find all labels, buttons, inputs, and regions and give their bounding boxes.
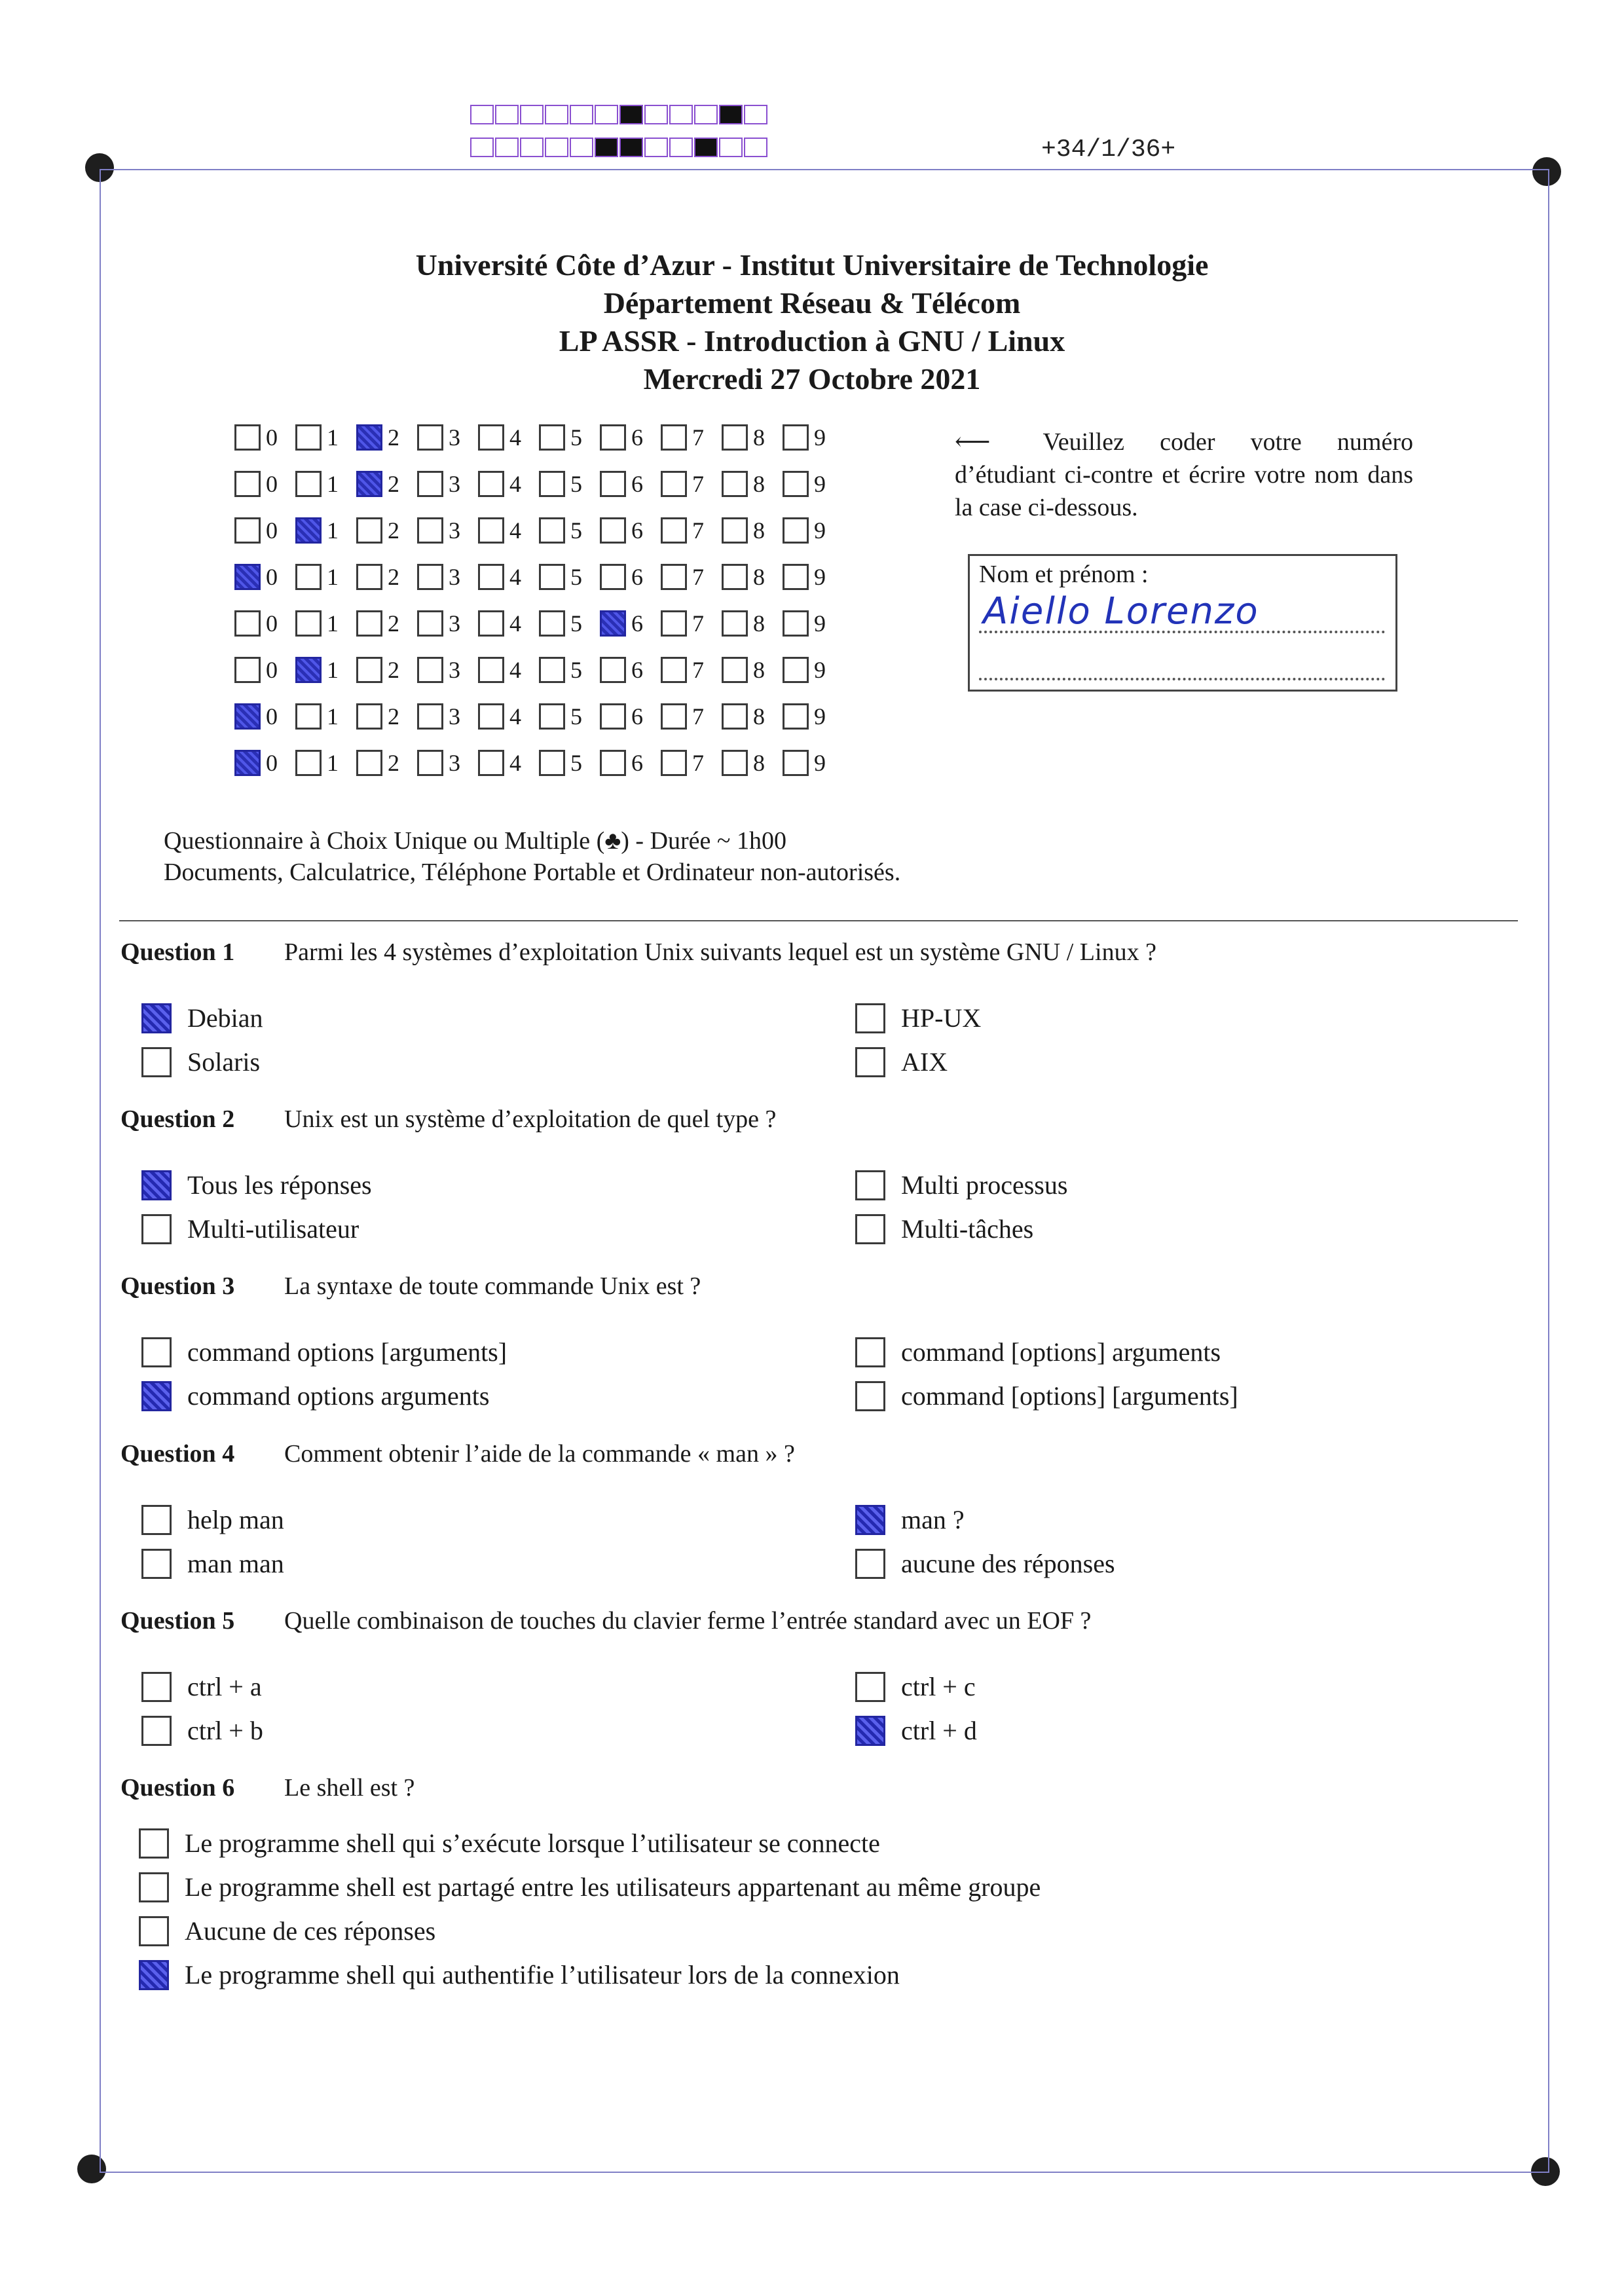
code-cell — [545, 138, 568, 157]
digit-checkbox[interactable] — [295, 517, 322, 544]
digit-checkbox[interactable] — [600, 750, 626, 776]
handwritten-name: Aiello Lorenzo — [983, 590, 1259, 633]
digit-label: 3 — [449, 750, 460, 776]
digit-label: 0 — [266, 703, 278, 730]
digit-label: 2 — [388, 703, 399, 730]
digit-checkbox[interactable] — [722, 610, 748, 637]
digit-label: 1 — [327, 517, 339, 544]
question-text: Parmi les 4 systèmes d’exploitation Unix suivants lequel est un système GNU / Linux ? — [284, 938, 1156, 966]
digit-label: 8 — [753, 657, 765, 683]
digit-checkbox[interactable] — [234, 750, 261, 776]
answer-checkbox[interactable] — [855, 1337, 885, 1367]
question-title — [120, 1605, 1091, 1637]
answer-checkbox[interactable] — [139, 1828, 169, 1859]
course-title: LP ASSR - Introduction à GNU / Linux — [559, 324, 1065, 358]
exam-rules: Documents, Calculatrice, Téléphone Portable et Ordinateur non-autorisés. — [164, 859, 901, 886]
answer-label: ctrl + a — [187, 1672, 262, 1701]
digit-checkbox[interactable] — [539, 610, 565, 637]
answer-label: ctrl + c — [901, 1672, 976, 1701]
digit-checkbox[interactable] — [234, 610, 261, 637]
exam-format: Questionnaire à Choix Unique ou Multiple (♣) - Durée ~ 1h00 — [164, 827, 786, 855]
question-text: Unix est un système d’exploitation de quel type ? — [284, 1105, 777, 1133]
code-cell — [520, 105, 544, 124]
digit-checkbox[interactable] — [478, 424, 504, 451]
code-cell — [570, 105, 593, 124]
answer-label: Tous les réponses — [187, 1170, 372, 1200]
digit-checkbox[interactable] — [661, 424, 687, 451]
digit-label: 6 — [631, 610, 643, 637]
answer-label: Solaris — [187, 1047, 261, 1077]
digit-label: 4 — [509, 424, 521, 451]
digit-label: 7 — [692, 610, 704, 637]
answer-checkbox[interactable] — [855, 1549, 885, 1579]
name-label: Nom et prénom : — [979, 561, 1149, 588]
code-cell — [719, 138, 743, 157]
digit-checkbox[interactable] — [478, 471, 504, 497]
code-cell — [644, 105, 668, 124]
digit-label: 1 — [327, 610, 339, 637]
digit-label: 0 — [266, 424, 278, 451]
digit-label: 1 — [327, 424, 339, 451]
department-title: Département Réseau & Télécom — [603, 286, 1021, 320]
answer-checkbox[interactable] — [855, 1214, 885, 1244]
digit-checkbox[interactable] — [600, 471, 626, 497]
digit-label: 6 — [631, 424, 643, 451]
question-number: Question 2 — [120, 1105, 235, 1133]
digit-checkbox[interactable] — [356, 564, 382, 590]
digit-label: 9 — [814, 750, 826, 776]
question-number: Question 3 — [120, 1272, 235, 1300]
answer-label: command [options] arguments — [901, 1337, 1221, 1367]
digit-checkbox[interactable] — [478, 610, 504, 637]
answer-checkbox[interactable] — [139, 1872, 169, 1902]
divider — [119, 920, 1518, 921]
digit-checkbox[interactable] — [417, 657, 443, 683]
question-title — [120, 1103, 776, 1135]
digit-label: 8 — [753, 471, 765, 497]
digit-checkbox[interactable] — [783, 657, 809, 683]
digit-label: 7 — [692, 703, 704, 730]
question-text: La syntaxe de toute commande Unix est ? — [284, 1272, 701, 1300]
code-cell — [719, 105, 743, 124]
digit-label: 2 — [388, 424, 399, 451]
digit-checkbox[interactable] — [356, 517, 382, 544]
digit-label: 2 — [388, 517, 399, 544]
digit-checkbox[interactable] — [600, 657, 626, 683]
digit-checkbox[interactable] — [295, 657, 322, 683]
digit-label: 1 — [327, 657, 339, 683]
digit-label: 7 — [692, 657, 704, 683]
digit-label: 0 — [266, 517, 278, 544]
digit-checkbox[interactable] — [722, 750, 748, 776]
digit-checkbox[interactable] — [722, 471, 748, 497]
answer-label: command options [arguments] — [187, 1337, 507, 1367]
answer-label: man man — [187, 1549, 284, 1578]
answer-checkbox[interactable] — [141, 1003, 172, 1033]
code-cell — [520, 138, 544, 157]
digit-checkbox[interactable] — [234, 657, 261, 683]
answer-checkbox[interactable] — [141, 1381, 172, 1411]
answer-label: help man — [187, 1505, 284, 1534]
digit-label: 2 — [388, 657, 399, 683]
digit-checkbox[interactable] — [417, 703, 443, 730]
digit-label: 9 — [814, 424, 826, 451]
digit-checkbox[interactable] — [722, 564, 748, 590]
digit-checkbox[interactable] — [600, 703, 626, 730]
digit-label: 1 — [327, 564, 339, 590]
answer-checkbox[interactable] — [141, 1505, 172, 1535]
digit-label: 9 — [814, 657, 826, 683]
question-text: Comment obtenir l’aide de la commande « man » ? — [284, 1440, 795, 1468]
digit-label: 6 — [631, 657, 643, 683]
answer-label: command [options] [arguments] — [901, 1381, 1238, 1411]
digit-checkbox[interactable] — [539, 517, 565, 544]
digit-checkbox[interactable] — [295, 703, 322, 730]
answer-checkbox[interactable] — [141, 1716, 172, 1746]
digit-label: 4 — [509, 471, 521, 497]
answer-checkbox[interactable] — [141, 1047, 172, 1077]
answer-label: Le programme shell qui authentifie l’utilisateur lors de la connexion — [185, 1960, 900, 1990]
digit-checkbox[interactable] — [234, 703, 261, 730]
digit-checkbox[interactable] — [783, 517, 809, 544]
digit-label: 5 — [570, 517, 582, 544]
digit-checkbox[interactable] — [722, 517, 748, 544]
answer-checkbox[interactable] — [141, 1672, 172, 1702]
digit-label: 6 — [631, 750, 643, 776]
code-cell — [619, 138, 643, 157]
answer-label: man ? — [901, 1505, 965, 1534]
code-cell — [470, 138, 494, 157]
digit-checkbox[interactable] — [539, 750, 565, 776]
code-cell — [694, 138, 718, 157]
sheet-id: +34/1/36+ — [1041, 136, 1176, 164]
digit-checkbox[interactable] — [783, 564, 809, 590]
digit-label: 4 — [509, 517, 521, 544]
digit-label: 0 — [266, 750, 278, 776]
instructions-text: Veuillez coder votre numéro d’étudiant ci-contre et écrire votre nom dans la case ci-dessous. — [955, 428, 1413, 521]
digit-label: 8 — [753, 517, 765, 544]
answer-label: HP-UX — [901, 1003, 982, 1033]
code-cell — [619, 105, 643, 124]
digit-checkbox[interactable] — [478, 517, 504, 544]
question-title — [120, 1772, 415, 1804]
answer-checkbox[interactable] — [855, 1170, 885, 1200]
digit-label: 3 — [449, 517, 460, 544]
digit-checkbox[interactable] — [600, 564, 626, 590]
digit-checkbox[interactable] — [661, 471, 687, 497]
digit-label: 3 — [449, 703, 460, 730]
answer-checkbox[interactable] — [855, 1505, 885, 1535]
code-cell — [495, 105, 519, 124]
digit-checkbox[interactable] — [234, 517, 261, 544]
digit-label: 5 — [570, 424, 582, 451]
digit-label: 6 — [631, 471, 643, 497]
digit-label: 8 — [753, 750, 765, 776]
digit-label: 9 — [814, 703, 826, 730]
digit-checkbox[interactable] — [478, 750, 504, 776]
question-text: Le shell est ? — [284, 1774, 415, 1802]
answer-checkbox[interactable] — [139, 1960, 169, 1990]
digit-label: 1 — [327, 703, 339, 730]
digit-checkbox[interactable] — [722, 657, 748, 683]
answer-checkbox[interactable] — [855, 1381, 885, 1411]
digit-label: 8 — [753, 610, 765, 637]
question-number: Question 1 — [120, 938, 235, 966]
answer-label: command options arguments — [187, 1381, 490, 1411]
digit-label: 7 — [692, 471, 704, 497]
code-cell — [595, 138, 618, 157]
digit-label: 4 — [509, 610, 521, 637]
digit-label: 9 — [814, 517, 826, 544]
digit-label: 2 — [388, 750, 399, 776]
digit-checkbox[interactable] — [661, 657, 687, 683]
answer-label: Debian — [187, 1003, 263, 1033]
digit-checkbox[interactable] — [783, 471, 809, 497]
digit-checkbox[interactable] — [417, 610, 443, 637]
code-cell — [595, 105, 618, 124]
answer-checkbox[interactable] — [141, 1337, 172, 1367]
answer-label: AIX — [901, 1047, 948, 1077]
digit-checkbox[interactable] — [661, 610, 687, 637]
digit-checkbox[interactable] — [478, 564, 504, 590]
question-title — [120, 936, 1156, 968]
digit-checkbox[interactable] — [295, 424, 322, 451]
digit-label: 7 — [692, 564, 704, 590]
digit-label: 4 — [509, 657, 521, 683]
digit-checkbox[interactable] — [539, 471, 565, 497]
digit-label: 7 — [692, 517, 704, 544]
question-number: Question 5 — [120, 1607, 235, 1635]
question-number: Question 4 — [120, 1440, 235, 1468]
arrow-left-icon: ⟵ — [955, 428, 991, 456]
digit-label: 5 — [570, 471, 582, 497]
digit-checkbox[interactable] — [417, 517, 443, 544]
answer-label: Multi-utilisateur — [187, 1214, 360, 1244]
question-text: Quelle combinaison de touches du clavier ferme l’entrée standard avec un EOF ? — [284, 1607, 1092, 1635]
digit-label: 9 — [814, 471, 826, 497]
answer-label: ctrl + b — [187, 1716, 263, 1745]
digit-label: 7 — [692, 750, 704, 776]
name-line-2 — [979, 652, 1385, 680]
digit-label: 4 — [509, 750, 521, 776]
digit-checkbox[interactable] — [783, 424, 809, 451]
digit-checkbox[interactable] — [295, 471, 322, 497]
digit-checkbox[interactable] — [295, 750, 322, 776]
digit-checkbox[interactable] — [539, 657, 565, 683]
digit-label: 0 — [266, 657, 278, 683]
digit-label: 4 — [509, 703, 521, 730]
digit-label: 3 — [449, 610, 460, 637]
university-title: Université Côte d’Azur - Institut Universitaire de Technologie — [415, 248, 1209, 282]
digit-checkbox[interactable] — [234, 564, 261, 590]
digit-label: 8 — [753, 703, 765, 730]
digit-checkbox[interactable] — [295, 564, 322, 590]
answer-label: Multi processus — [901, 1170, 1068, 1200]
digit-label: 6 — [631, 564, 643, 590]
digit-checkbox[interactable] — [539, 564, 565, 590]
digit-checkbox[interactable] — [356, 610, 382, 637]
digit-checkbox[interactable] — [783, 703, 809, 730]
answer-label: Le programme shell est partagé entre les utilisateurs appartenant au même groupe — [185, 1872, 1041, 1902]
code-cell — [495, 138, 519, 157]
code-cell — [669, 105, 693, 124]
digit-checkbox[interactable] — [600, 517, 626, 544]
digit-label: 0 — [266, 564, 278, 590]
answer-checkbox[interactable] — [855, 1672, 885, 1702]
digit-label: 5 — [570, 750, 582, 776]
code-cell — [545, 105, 568, 124]
question-title — [120, 1438, 795, 1470]
digit-label: 9 — [814, 610, 826, 637]
answer-checkbox[interactable] — [139, 1916, 169, 1946]
sheet-code-row — [470, 138, 769, 160]
digit-checkbox[interactable] — [417, 424, 443, 451]
digit-checkbox[interactable] — [600, 424, 626, 451]
answer-checkbox[interactable] — [855, 1047, 885, 1077]
code-cell — [744, 105, 767, 124]
digit-label: 3 — [449, 657, 460, 683]
digit-checkbox[interactable] — [295, 610, 322, 637]
digit-label: 7 — [692, 424, 704, 451]
question-title — [120, 1270, 701, 1302]
digit-checkbox[interactable] — [356, 657, 382, 683]
digit-label: 1 — [327, 471, 339, 497]
answer-label: aucune des réponses — [901, 1549, 1115, 1578]
digit-checkbox[interactable] — [356, 471, 382, 497]
digit-checkbox[interactable] — [722, 424, 748, 451]
digit-label: 6 — [631, 703, 643, 730]
digit-checkbox[interactable] — [356, 424, 382, 451]
digit-checkbox[interactable] — [356, 703, 382, 730]
digit-label: 3 — [449, 424, 460, 451]
answer-checkbox[interactable] — [855, 1003, 885, 1033]
code-cell — [644, 138, 668, 157]
digit-label: 4 — [509, 564, 521, 590]
digit-checkbox[interactable] — [478, 657, 504, 683]
digit-label: 9 — [814, 564, 826, 590]
digit-label: 2 — [388, 564, 399, 590]
code-cell — [470, 105, 494, 124]
digit-checkbox[interactable] — [539, 424, 565, 451]
digit-checkbox[interactable] — [661, 750, 687, 776]
digit-checkbox[interactable] — [417, 750, 443, 776]
code-cell — [744, 138, 767, 157]
digit-checkbox[interactable] — [356, 750, 382, 776]
digit-label: 5 — [570, 703, 582, 730]
digit-label: 3 — [449, 471, 460, 497]
digit-label: 3 — [449, 564, 460, 590]
answer-label: Le programme shell qui s’exécute lorsque l’utilisateur se connecte — [185, 1828, 880, 1858]
digit-checkbox[interactable] — [783, 610, 809, 637]
digit-label: 2 — [388, 610, 399, 637]
digit-label: 2 — [388, 471, 399, 497]
digit-checkbox[interactable] — [234, 471, 261, 497]
digit-label: 5 — [570, 564, 582, 590]
digit-checkbox[interactable] — [783, 750, 809, 776]
answer-checkbox[interactable] — [855, 1716, 885, 1746]
answer-checkbox[interactable] — [141, 1170, 172, 1200]
code-cell — [570, 138, 593, 157]
code-cell — [694, 105, 718, 124]
digit-checkbox[interactable] — [539, 703, 565, 730]
digit-checkbox[interactable] — [661, 564, 687, 590]
digit-checkbox[interactable] — [722, 703, 748, 730]
answer-label: Aucune de ces réponses — [185, 1916, 436, 1946]
digit-label: 5 — [570, 610, 582, 637]
digit-checkbox[interactable] — [478, 703, 504, 730]
digit-label: 5 — [570, 657, 582, 683]
id-instructions — [955, 426, 1413, 524]
question-number: Question 6 — [120, 1774, 235, 1802]
digit-checkbox[interactable] — [417, 471, 443, 497]
digit-label: 0 — [266, 610, 278, 637]
code-cell — [669, 138, 693, 157]
answer-checkbox[interactable] — [141, 1549, 172, 1579]
answer-checkbox[interactable] — [141, 1214, 172, 1244]
digit-label: 1 — [327, 750, 339, 776]
answer-label: ctrl + d — [901, 1716, 977, 1745]
sheet-code-row — [470, 105, 769, 127]
digit-label: 8 — [753, 424, 765, 451]
digit-label: 8 — [753, 564, 765, 590]
digit-checkbox[interactable] — [661, 517, 687, 544]
digit-checkbox[interactable] — [234, 424, 261, 451]
answer-label: Multi-tâches — [901, 1214, 1034, 1244]
digit-checkbox[interactable] — [417, 564, 443, 590]
exam-date: Mercredi 27 Octobre 2021 — [643, 362, 981, 396]
digit-checkbox[interactable] — [661, 703, 687, 730]
digit-label: 6 — [631, 517, 643, 544]
name-box[interactable] — [968, 554, 1397, 692]
digit-label: 0 — [266, 471, 278, 497]
digit-checkbox[interactable] — [600, 610, 626, 637]
